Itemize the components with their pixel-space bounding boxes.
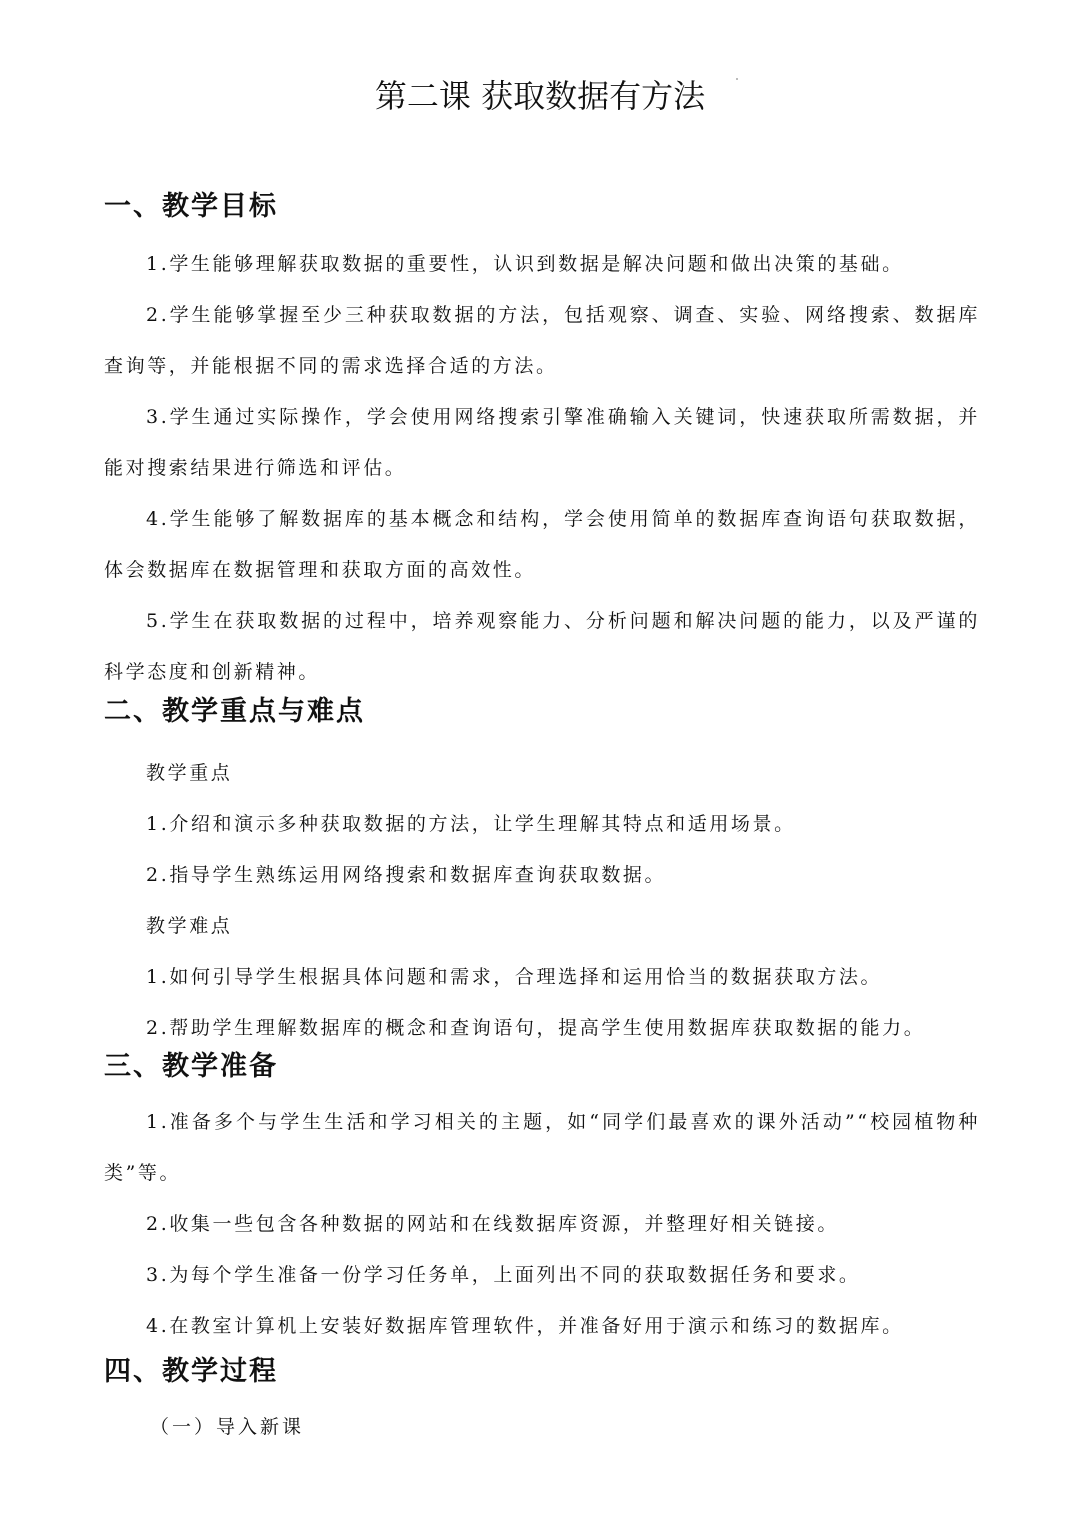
- objective-item: 2.学生能够掌握至少三种获取数据的方法，包括观察、调查、实验、网络搜索、数据库查询等，并能根据不同的需求选择合适的方法。: [104, 304, 980, 377]
- objective-item: 4.学生能够了解数据库的基本概念和结构，学会使用简单的数据库查询语句获取数据，体会数据库在数据管理和获取方面的高效性。: [104, 508, 980, 581]
- objective-item: 1.学生能够理解获取数据的重要性，认识到数据是解决问题和做出决策的基础。: [146, 253, 904, 275]
- section-key-points-difficulties: [104, 692, 980, 1054]
- section-heading: 四、教学过程: [104, 1356, 278, 1387]
- objective-item: 3.学生通过实际操作，学会使用网络搜索引擎准确输入关键词，快速获取所需数据，并能对搜索结果进行筛选和评估。: [104, 406, 980, 479]
- preparation-item: 3.为每个学生准备一份学习任务单，上面列出不同的获取数据任务和要求。: [146, 1264, 861, 1286]
- section-teaching-objectives: [104, 187, 980, 698]
- section-teaching-process: [104, 1352, 980, 1453]
- subsection-heading: （一）导入新课: [150, 1416, 305, 1438]
- preparation-item: 1.准备多个与学生生活和学习相关的主题，如“同学们最喜欢的课外活动”“校园植物种类”等。: [104, 1111, 980, 1184]
- section-teaching-preparation: [104, 1047, 980, 1352]
- key-point-item: 1.介绍和演示多种获取数据的方法，让学生理解其特点和适用场景。: [146, 813, 796, 835]
- section-heading: 二、教学重点与难点: [104, 696, 365, 727]
- preparation-item: 4.在教室计算机上安装好数据库管理软件，并准备好用于演示和练习的数据库。: [146, 1315, 904, 1337]
- key-points-label: 教学重点: [146, 762, 233, 784]
- objective-item: 5.学生在获取数据的过程中，培养观察能力、分析问题和解决问题的能力，以及严谨的科学态度和创新精神。: [104, 610, 980, 683]
- difficulty-item: 2.帮助学生理解数据库的概念和查询语句，提高学生使用数据库获取数据的能力。: [146, 1017, 926, 1039]
- scan-dot: [736, 78, 738, 80]
- difficulties-label: 教学难点: [146, 915, 233, 937]
- section-heading: 三、教学准备: [104, 1051, 278, 1082]
- difficulty-item: 1.如何引导学生根据具体问题和需求，合理选择和运用恰当的数据获取方法。: [146, 966, 883, 988]
- key-point-item: 2.指导学生熟练运用网络搜索和数据库查询获取数据。: [146, 864, 667, 886]
- document-title: 第二课 获取数据有方法: [374, 77, 706, 115]
- section-heading: 一、教学目标: [104, 191, 278, 222]
- preparation-item: 2.收集一些包含各种数据的网站和在线数据库资源，并整理好相关链接。: [146, 1213, 839, 1235]
